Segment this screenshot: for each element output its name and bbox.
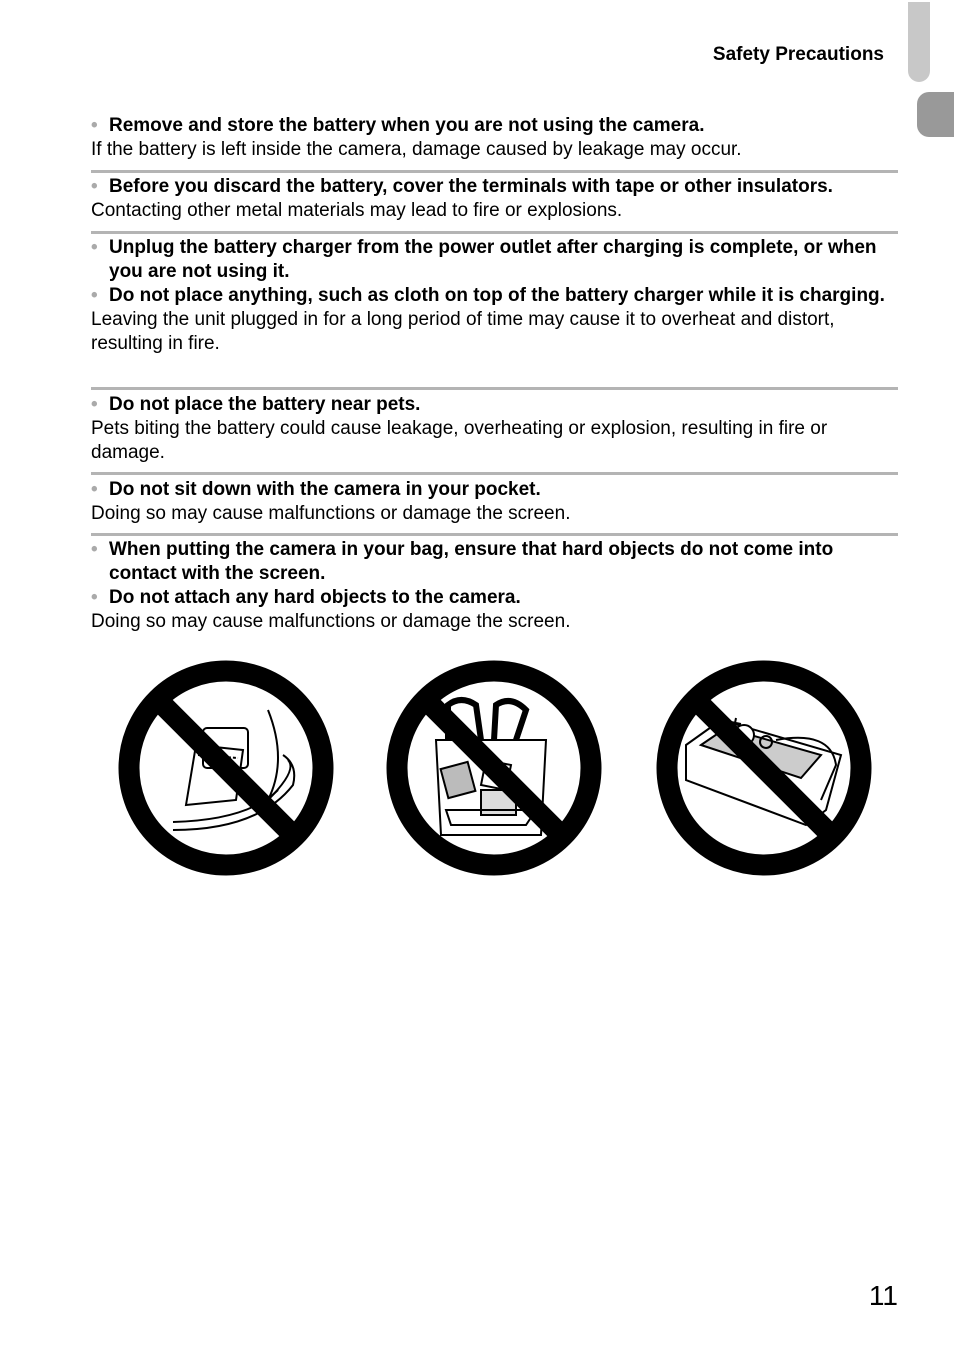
section-divider [91, 387, 898, 390]
bullet-icon: • [91, 237, 98, 258]
precaution-section [91, 538, 901, 634]
precaution-item [91, 586, 901, 610]
precaution-item [91, 284, 901, 308]
precaution-heading: Before you discard the battery, cover the terminals with tape or other insulators. [109, 176, 833, 197]
precaution-item [91, 538, 901, 586]
bullet-icon: • [91, 394, 98, 415]
precaution-item [91, 114, 901, 138]
precaution-section [91, 393, 901, 465]
precaution-heading: Remove and store the battery when you are not using the camera. [109, 115, 705, 136]
bullet-icon: • [91, 479, 98, 500]
section-divider [91, 533, 898, 536]
bullet-icon: • [91, 587, 98, 608]
precaution-item [91, 236, 901, 284]
running-header: Safety Precautions [712, 44, 884, 65]
precaution-item [91, 393, 901, 417]
bullet-icon: • [91, 176, 98, 197]
precaution-item [91, 478, 901, 502]
precaution-heading: Do not attach any hard objects to the camera. [109, 587, 521, 608]
bullet-icon: • [91, 539, 98, 560]
precaution-heading: Do not place anything, such as cloth on top of the battery charger while it is charging. [109, 285, 885, 306]
precaution-section [91, 175, 901, 223]
section-divider [91, 472, 898, 475]
bullet-icon: • [91, 285, 98, 306]
precaution-section [91, 478, 901, 526]
prohibition-bag-illustration [386, 660, 602, 876]
precaution-description: Doing so may cause malfunctions or damage the screen. [91, 611, 571, 632]
chapter-tab [917, 92, 954, 137]
section-divider [91, 170, 898, 173]
precaution-heading: Do not sit down with the camera in your pocket. [109, 479, 541, 500]
precaution-heading: When putting the camera in your bag, ensure that hard objects do not come into contact with the screen. [109, 539, 834, 584]
precaution-heading: Do not place the battery near pets. [109, 394, 421, 415]
prohibition-pocket-illustration [118, 660, 334, 876]
precaution-section [91, 114, 901, 162]
page-number: 11 [868, 1280, 898, 1311]
page-edge-tab [908, 2, 930, 82]
precaution-description: Leaving the unit plugged in for a long period of time may cause it to overheat and distort, resulting in fire. [91, 309, 835, 354]
bullet-icon: • [91, 115, 98, 136]
precaution-heading: Unplug the battery charger from the power outlet after charging is complete, or when you are not using it. [109, 237, 877, 282]
section-divider [91, 231, 898, 234]
precaution-description: Contacting other metal materials may lead to fire or explosions. [91, 200, 623, 221]
prohibition-camera-illustration [656, 660, 872, 876]
precaution-item [91, 175, 901, 199]
precaution-description: If the battery is left inside the camera, damage caused by leakage may occur. [91, 139, 742, 160]
precaution-section [91, 236, 901, 356]
precaution-description: Pets biting the battery could cause leakage, overheating or explosion, resulting in fire or damage. [91, 418, 828, 463]
precaution-description: Doing so may cause malfunctions or damage the screen. [91, 503, 571, 524]
